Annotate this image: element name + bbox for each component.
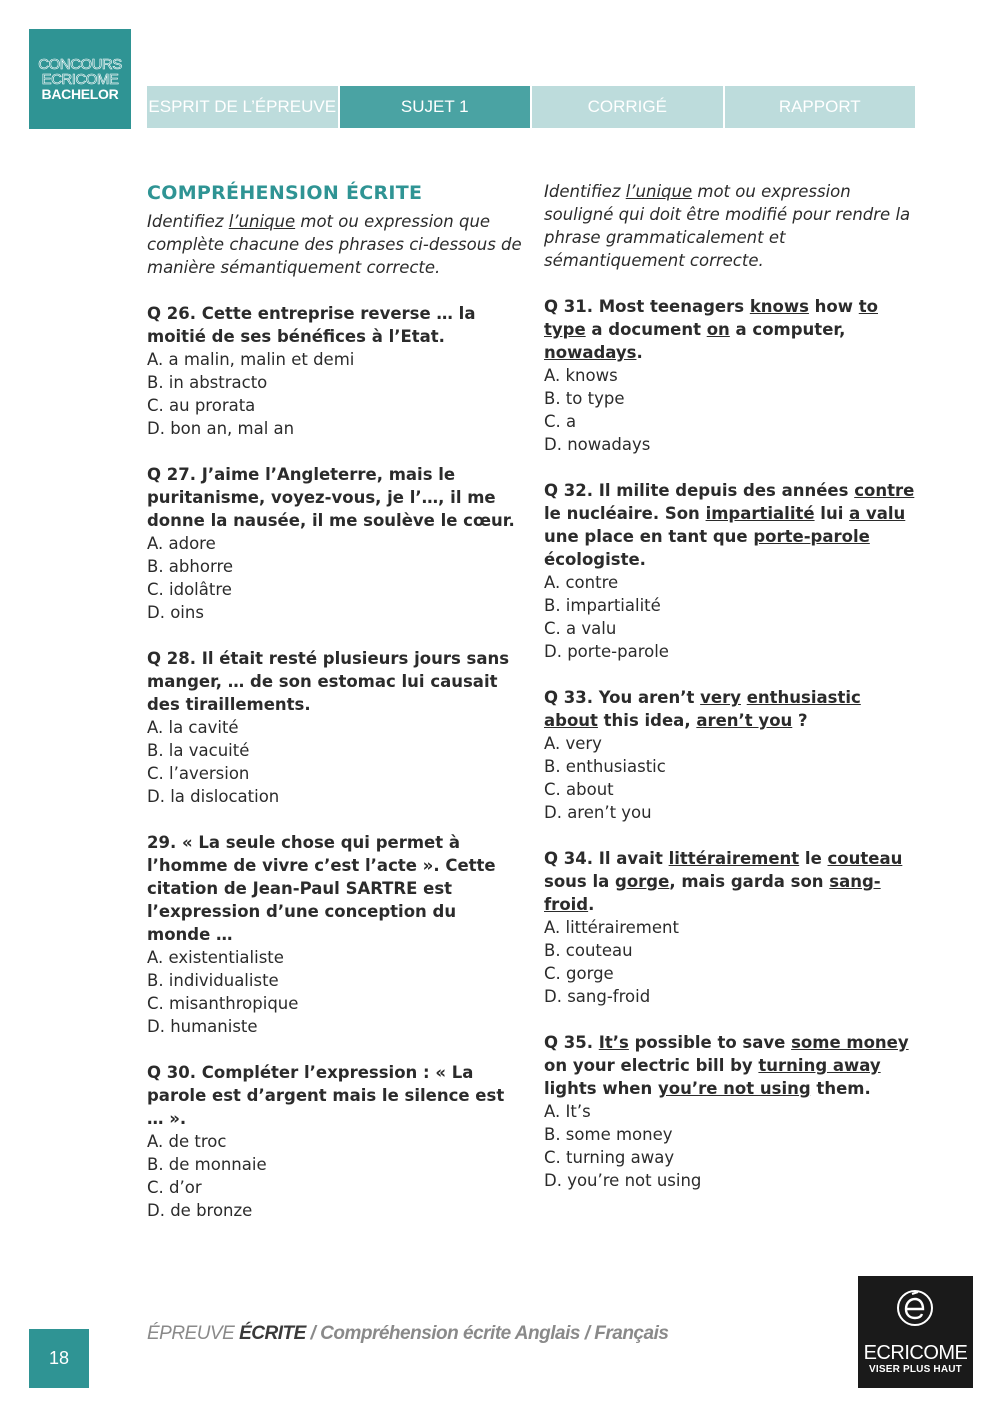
question-text: Q 27. J’aime l’Angleterre, mais le puritanisme, voyez-vous, je l’…, il me donne la nausée, il me soulève le cœur. [147,465,515,530]
answer-option: A. a malin, malin et demi [147,350,355,369]
question-32 [544,479,919,663]
answer-option: D. nowadays [544,435,651,454]
answer-option: C. au prorata [147,396,256,415]
section-title: COMPRÉHENSION ÉCRITE [147,182,423,204]
question-28 [147,647,522,808]
question-29 [147,831,522,1038]
answer-option: C. a valu [544,619,617,638]
brand-tagline: VISER PLUS HAUT [868,1364,962,1375]
answer-option: A. very [544,734,602,753]
answer-option: C. d’or [147,1178,202,1197]
question-text: 29. « La seule chose qui permet à l’homme de vivre c’est l’acte ». Cette citation de Jean-Paul SARTRE est l’expression d’une conception du monde … [147,833,496,944]
answer-option: B. couteau [544,941,633,960]
answer-option: B. impartialité [544,596,661,615]
question-text: Q 31. Most teenagers knows how to type a document on a computer, nowadays. [544,297,878,362]
answer-option: C. l’aversion [147,764,250,783]
answer-option: B. to type [544,389,625,408]
answer-option: B. de monnaie [147,1155,267,1174]
answer-option: A. littérairement [544,918,679,937]
answer-option: C. a [544,412,577,431]
ecricome-logo [858,1276,973,1388]
answer-option: D. la dislocation [147,787,280,806]
logo-line-bachelor: BACHELOR [41,86,119,102]
question-text: Q 26. Cette entreprise reverse … la moitié de ses bénéfices à l’Etat. [147,304,476,346]
answer-option: C. misanthropique [147,994,299,1013]
answer-option: B. individualiste [147,971,279,990]
question-34 [544,847,919,1008]
answer-option: D. bon an, mal an [147,419,295,438]
question-31 [544,295,919,456]
answer-option: B. in abstracto [147,373,268,392]
question-30 [147,1061,522,1222]
question-text: Q 34. Il avait littérairement le couteau sous la gorge, mais garda son sang-froid. [544,849,903,914]
tab-corrige[interactable]: CORRIGÉ [532,86,723,128]
answer-option: D. you’re not using [544,1171,702,1190]
left-instruction: Identifiez l’unique mot ou expression que complète chacune des phrases ci-dessous de manière sémantiquement correcte. [147,212,522,277]
question-text: Q 32. Il milite depuis des années contre le nucléaire. Son impartialité lui a valu une place en tant que porte-parole écologiste. [544,481,915,569]
answer-option: C. turning away [544,1148,675,1167]
answer-option: C. idolâtre [147,580,232,599]
tab-esprit[interactable]: ESPRIT DE L’ÉPREUVE [147,86,338,128]
answer-option: B. some money [544,1125,673,1144]
tab-rapport[interactable]: RAPPORT [725,86,916,128]
page-number: 18 [29,1329,89,1388]
answer-option: D. humaniste [147,1017,258,1036]
answer-option: D. oins [147,603,204,622]
answer-option: A. de troc [147,1132,227,1151]
right-column [544,180,919,1192]
concours-logo [29,29,131,129]
question-33 [544,686,919,824]
answer-option: A. la cavité [147,718,239,737]
logo-line-concours: CONCOURS [38,56,122,73]
question-text: Q 28. Il était resté plusieurs jours sans manger, … de son estomac lui causait des tiraillements. [147,649,510,714]
logo-line-ecricome: ECRICOME [41,71,119,88]
question-text: Q 35. It’s possible to save some money on your electric bill by turning away lights when you’re not using them. [544,1033,909,1098]
answer-option: B. abhorre [147,557,234,576]
question-text: Q 33. You aren’t very enthusiastic about this idea, aren’t you ? [544,688,861,730]
section-tabs [147,86,915,128]
answer-option: A. existentialiste [147,948,284,967]
answer-option: A. It’s [544,1102,591,1121]
answer-option: B. enthusiastic [544,757,666,776]
answer-option: D. aren’t you [544,803,652,822]
answer-option: A. adore [147,534,216,553]
answer-option: C. gorge [544,964,614,983]
ecricome-e-icon [895,1288,935,1328]
answer-option: D. de bronze [147,1201,253,1220]
question-35 [544,1031,919,1192]
answer-option: B. la vacuité [147,741,250,760]
answer-option: D. porte-parole [544,642,669,661]
question-26 [147,302,522,440]
left-column [147,180,522,1222]
answer-option: A. contre [544,573,619,592]
question-27 [147,463,522,624]
right-instruction: Identifiez l’unique mot ou expression souligné qui doit être modifié pour rendre la phrase grammaticalement et sémantiquement correcte. [544,182,911,270]
tab-sujet-1[interactable]: SUJET 1 [340,86,531,128]
question-text: Q 30. Compléter l’expression : « La parole est d’argent mais le silence est … ». [147,1063,505,1128]
brand-name: ECRICOME [863,1342,968,1364]
answer-option: A. knows [544,366,618,385]
answer-option: C. about [544,780,614,799]
answer-option: D. sang-froid [544,987,651,1006]
footer-title: ÉPREUVE ÉCRITE / Compréhension écrite Anglais / Français [147,1323,669,1344]
